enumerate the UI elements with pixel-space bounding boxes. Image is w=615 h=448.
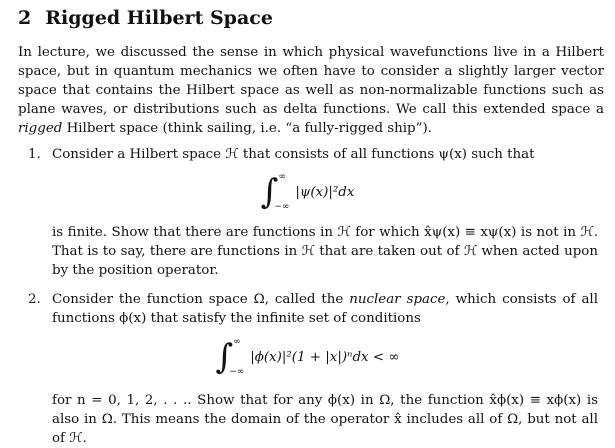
item-1-number: 1.: [28, 147, 41, 162]
section-title: Rigged Hilbert Space: [45, 7, 273, 29]
item-1-upper-limit: ∞: [278, 172, 286, 182]
intro-term: rigged: [18, 121, 63, 136]
item-2-term: nuclear space: [349, 292, 446, 307]
item-1-integrand: |ψ(x)|²dx: [295, 184, 355, 200]
item-2-equation: [0, 333, 615, 381]
item-1-lead: Consider a Hilbert space ℋ that consists of all functions ψ(x) such that: [52, 147, 535, 162]
intro-text-after: Hilbert space (think sailing, i.e. “a fully-rigged ship”).: [62, 121, 432, 136]
item-1-follow-block: [28, 223, 598, 280]
item-2-lower-limit: −∞: [229, 367, 245, 377]
item-1-equation: [0, 168, 615, 216]
problem-item-1: [28, 145, 598, 164]
item-2-lead-after: , which consists of all functions ϕ(x) that satisfy the infinite set of conditions: [52, 292, 598, 326]
item-2-number: 2.: [28, 292, 41, 307]
item-1-lower-limit: −∞: [274, 202, 290, 212]
intro-text-before: In lecture, we discussed the sense in which physical wavefunctions live in a Hilbert space, but in quantum mechanics we often have to consider a slightly larger vector space that contains the Hilbert space as well as non-normalizable functions such as plane waves, or distributions such as delta functions. We call this extended space a: [18, 45, 604, 117]
section-heading: [18, 6, 273, 30]
item-2-lead: [52, 290, 598, 328]
item-2-follow-block: [28, 391, 598, 448]
integral-sign: ∫: [260, 172, 279, 212]
item-2-follow: for n = 0, 1, 2, . . .. Show that for any ϕ(x) in Ω, the function x̂ϕ(x) ≡ xϕ(x) is also in Ω. This means the domain of the operator x̂ includes all of Ω, but not all of ℋ.: [52, 393, 598, 446]
problem-item-2: [28, 290, 598, 328]
item-1-follow: is finite. Show that there are functions in ℋ for which x̂ψ(x) ≡ xψ(x) is not in ℋ. That is to say, there are functions in ℋ that are taken out of ℋ when acted upon by the position operator.: [52, 225, 598, 278]
item-2-integrand: |ϕ(x)|²(1 + |x|)ⁿdx < ∞: [250, 349, 400, 365]
item-2-lead-before: Consider the function space Ω, called the: [52, 292, 350, 307]
integral-sign: ∫: [215, 337, 234, 377]
intro-paragraph: [18, 43, 604, 138]
item-2-upper-limit: ∞: [233, 337, 241, 347]
section-number: 2: [18, 7, 32, 29]
